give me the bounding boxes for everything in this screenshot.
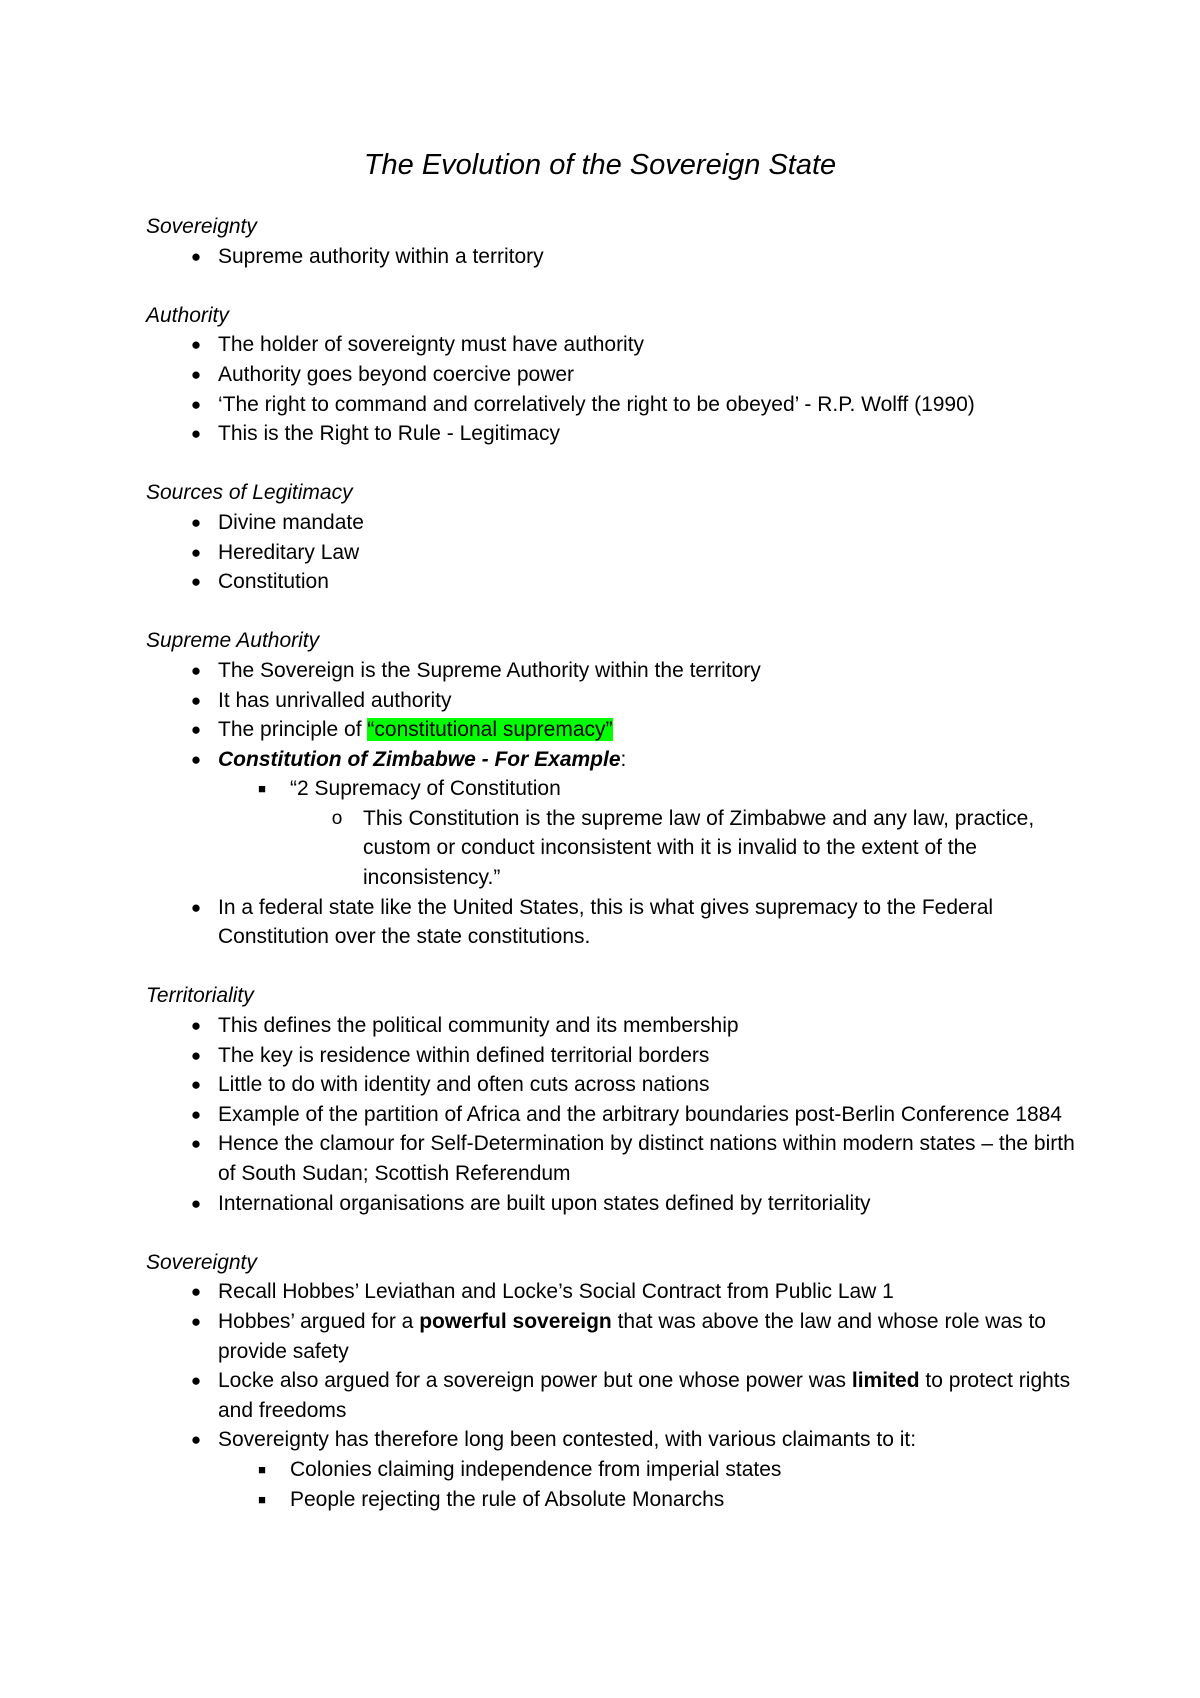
list-item: ● Constitution of Zimbabwe - For Example: ■ “2 Supremacy of Constitution o This Constitution is the supreme law of Zimbabwe and any law, practice, custom or conduct inconsistent with it is invalid to the extent of the inconsistency.” [146,745,1086,893]
document-title: The Evolution of the Sovereign State [363,149,837,181]
list-item: ● This is the Right to Rule - Legitimacy [146,419,1086,449]
list-item: ● It has unrivalled authority [146,686,1086,716]
list-item: ● The Sovereign is the Supreme Authority within the territory [146,656,1086,686]
list-item: ● In a federal state like the United States, this is what gives supremacy to the Federal Constitution over the state constitutions. [146,893,1086,952]
list-item: ■ “2 Supremacy of Constitution [218,774,1086,804]
list-item: ● Example of the partition of Africa and the arbitrary boundaries post-Berlin Conference 1884 [146,1100,1086,1130]
bullet-icon: ● [190,572,202,592]
list-item: ● Recall Hobbes’ Leviathan and Locke’s Social Contract from Public Law 1 [146,1277,1086,1307]
list-item: ● Divine mandate [146,508,1086,538]
list-item: ● Hereditary Law [146,538,1086,568]
list-item: ● The holder of sovereignty must have authority [146,330,1086,360]
list-item: ● Locke also argued for a sovereign power but one whose power was limited to protect rights and freedoms [146,1366,1086,1425]
bullet-list [146,330,1086,448]
document-body [146,212,1086,1514]
bullet-icon: ● [190,424,202,444]
bullet-icon: ● [190,660,202,680]
highlighted-text: “constitutional supremacy” [367,718,613,742]
section-heading-sovereignty: Sovereignty [146,1250,257,1274]
list-item: ● ‘The right to command and correlatively the right to be obeyed’ - R.P. Wolff (1990) [146,390,1086,420]
section-heading-territoriality: Territoriality [146,984,254,1008]
bullet-icon: ● [190,1430,202,1450]
list-item: ● Constitution [146,567,1086,597]
list-item: ● This defines the political community and its membership [146,1011,1086,1041]
bullet-list [146,656,1086,952]
section-heading-authority: Authority [146,303,229,327]
bullet-icon: ● [190,1311,202,1331]
bullet-icon: ● [190,720,202,740]
list-item: ● The principle of “constitutional supremacy” [146,715,1086,745]
bold-text: powerful sovereign [419,1309,612,1333]
square-bullet-icon: ■ [258,1461,266,1477]
bullet-icon: ● [190,1282,202,1302]
bullet-list [146,1277,1086,1514]
bullet-list [146,1011,1086,1218]
section-heading-legitimacy: Sources of Legitimacy [146,481,353,505]
list-item: ● Authority goes beyond coercive power [146,360,1086,390]
bullet-icon: ● [190,1134,202,1154]
bullet-icon: ● [190,1371,202,1391]
list-item: ● Hence the clamour for Self-Determination by distinct nations within modern states – the birth of South Sudan; Scottish Referendum [146,1129,1086,1188]
bold-text: limited [851,1369,920,1393]
bullet-icon: ● [190,1104,202,1124]
bullet-icon: ● [190,335,202,355]
emphasized-text: Constitution of Zimbabwe - For Example [218,747,621,771]
bullet-icon: ● [190,364,202,384]
bullet-icon: ● [190,690,202,710]
list-item: ● The key is residence within defined territorial borders [146,1041,1086,1071]
bullet-icon: ● [190,1075,202,1095]
bullet-icon: ● [190,246,202,266]
bullet-icon: ● [190,1045,202,1065]
bullet-icon: ● [190,1193,202,1213]
list-item: ● International organisations are built upon states defined by territoriality [146,1189,1086,1219]
list-item: ● Hobbes’ argued for a powerful sovereign that was above the law and whose role was to provide safety [146,1307,1086,1366]
bullet-icon: ● [190,512,202,532]
sub-bullet-list [218,774,1086,804]
list-item: ● Little to do with identity and often cuts across nations [146,1070,1086,1100]
bullet-icon: ● [190,897,202,917]
section-heading-sovereignty: Sovereignty [146,215,257,238]
section-heading-supreme-authority: Supreme Authority [146,629,320,653]
square-bullet-icon: ■ [258,781,266,797]
bullet-list [146,508,1086,597]
bullet-icon: ● [190,394,202,414]
bullet-icon: ● [190,1016,202,1036]
list-item: ■ People rejecting the rule of Absolute Monarchs [218,1485,1086,1515]
sub-bullet-list [218,1455,1086,1514]
bullet-icon: ● [190,542,202,562]
list-item: ■ Colonies claiming independence from imperial states [218,1455,1086,1485]
circle-bullet-icon: o [331,807,343,829]
bullet-list [146,242,1086,272]
list-item: ● Supreme authority within a territory [146,242,1086,272]
list-item: ● Sovereignty has therefore long been contested, with various claimants to it: ■ Colonies claiming independence from imperial states ■ People rejecting the rule of Absolute Monarchs [146,1425,1086,1514]
list-item: o This Constitution is the supreme law of Zimbabwe and any law, practice, custom or conduct inconsistent with it is invalid to the extent of the inconsistency.” [218,804,1086,893]
square-bullet-icon: ■ [258,1491,266,1507]
bullet-icon: ● [190,749,202,769]
sub-sub-bullet-list [218,804,1086,893]
